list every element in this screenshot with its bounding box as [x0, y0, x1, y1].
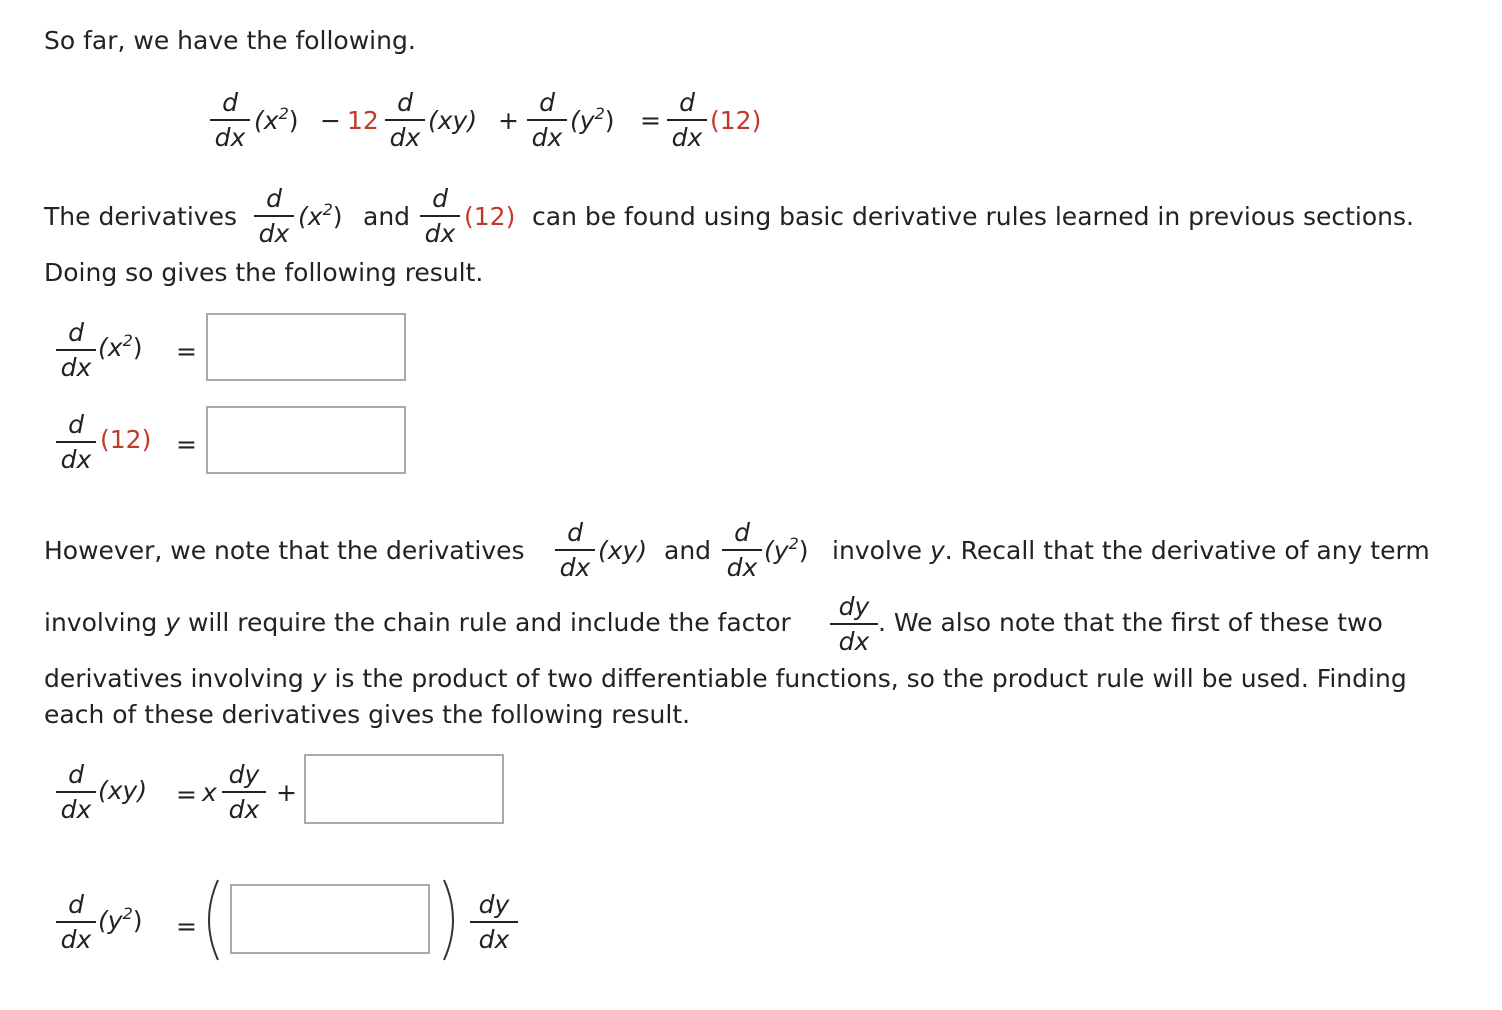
fraction-d-dx: d dx	[555, 520, 595, 580]
fraction-d-dx: d dx	[527, 90, 567, 150]
fraction-d-dx: d dx	[56, 320, 96, 380]
right-paren-icon	[440, 878, 464, 962]
answer-input-twelve[interactable]	[206, 406, 406, 474]
fraction-d-dx: d dx	[210, 90, 250, 150]
answer-input-x-squared[interactable]	[206, 313, 406, 381]
fraction-d-dx: d dx	[385, 90, 425, 150]
left-paren-icon	[198, 878, 222, 962]
fraction-d-dx: d dx	[56, 412, 96, 472]
intro-text: So far, we have the following.	[44, 26, 416, 55]
fraction-dy-dx: dy dx	[830, 594, 878, 654]
fraction-dy-dx: dy dx	[222, 762, 266, 822]
fraction-d-dx: d dx	[420, 186, 460, 246]
fraction-d-dx: d dx	[56, 762, 96, 822]
para2-before: However, we note that the derivatives	[44, 536, 525, 565]
fraction-dy-dx: dy dx	[470, 892, 518, 952]
fraction-d-dx: d dx	[254, 186, 294, 246]
fraction-d-dx: d dx	[667, 90, 707, 150]
para1-before: The derivatives	[44, 202, 237, 231]
coefficient-12: 12	[347, 106, 379, 135]
fraction-d-dx: d dx	[722, 520, 762, 580]
answer-input-product-rule[interactable]	[304, 754, 504, 824]
fraction-d-dx: d dx	[56, 892, 96, 952]
para1-line2: Doing so gives the following result.	[44, 258, 484, 287]
para1-after: can be found using basic derivative rules learned in previous sections.	[532, 202, 1414, 231]
answer-input-chain-rule[interactable]	[230, 884, 430, 954]
